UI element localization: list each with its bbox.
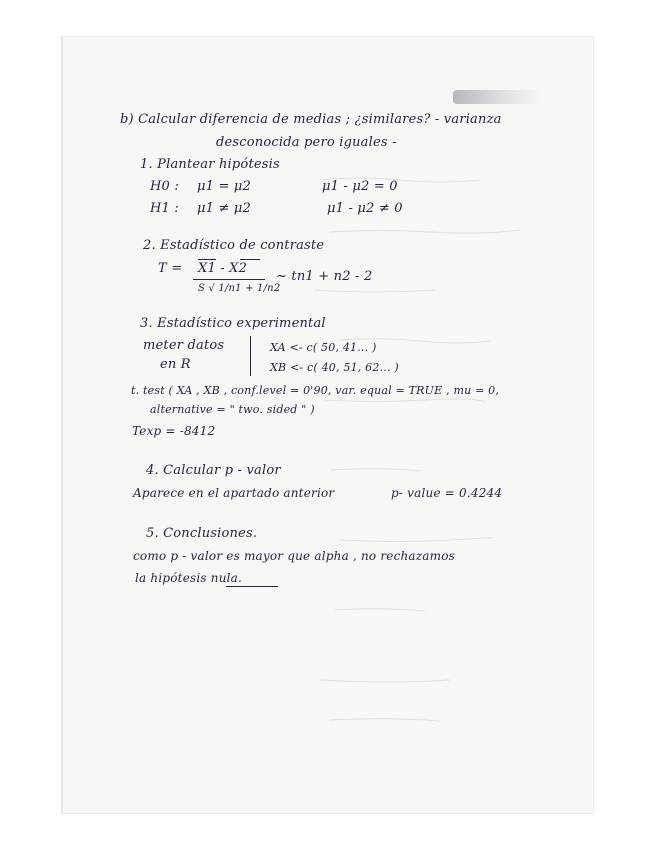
h1-equation-1: μ1 ≠ μ2	[197, 201, 251, 216]
nula-underline	[226, 586, 278, 587]
t-label: T =	[158, 261, 183, 276]
ink-smudge	[453, 90, 541, 104]
h0-equation-1: μ1 = μ2	[197, 179, 251, 194]
r-input-label-1: meter datos	[143, 338, 225, 353]
h0-label: H0 :	[150, 179, 179, 194]
ttest-call-line-2: alternative = " two. sided " )	[150, 403, 315, 416]
h1-equation-2: μ1 - μ2 ≠ 0	[327, 201, 403, 216]
step3-title: 3. Estadístico experimental	[140, 316, 326, 331]
heading-line-2: desconocida pero iguales -	[216, 135, 397, 150]
p-value: p- value = 0.4244	[391, 486, 503, 500]
xb-definition: XB <- c( 40, 51, 62... )	[270, 361, 399, 374]
h1-label: H1 :	[150, 201, 179, 216]
data-bracket	[250, 336, 251, 376]
conclusion-line-1: como p - valor es mayor que alpha , no rechazamos	[133, 549, 456, 563]
x2-overbar	[240, 259, 260, 260]
conclusion-line-2: la hipótesis nula.	[135, 571, 243, 585]
texp-value: Texp = -8412	[132, 424, 216, 438]
step5-title: 5. Conclusiones.	[146, 526, 258, 541]
step1-title: 1. Plantear hipótesis	[140, 157, 280, 172]
show-through-marks	[300, 140, 580, 760]
heading-line-1: b) Calcular diferencia de medias ; ¿similares? - varianza	[120, 112, 502, 127]
paper-edge	[61, 36, 63, 814]
r-input-label-2: en R	[160, 357, 191, 372]
step2-title: 2. Estadístico de contraste	[143, 238, 325, 253]
statistic-denominator: S √ 1/n1 + 1/n2	[198, 283, 281, 294]
xa-definition: XA <- c( 50, 41... )	[270, 341, 377, 354]
x1-overbar	[198, 259, 216, 260]
step4-text: Aparece en el apartado anterior	[133, 486, 335, 500]
h0-equation-2: μ1 - μ2 = 0	[322, 179, 398, 194]
fraction-bar	[193, 279, 265, 280]
ttest-call-line-1: t. test ( XA , XB , conf.level = 0'90, var. equal = TRUE , mu = 0,	[131, 384, 500, 397]
step4-title: 4. Calcular p - valor	[146, 463, 281, 478]
statistic-numerator: X1 - X2	[198, 261, 248, 276]
statistic-distribution: ~ tn1 + n2 - 2	[276, 269, 373, 284]
